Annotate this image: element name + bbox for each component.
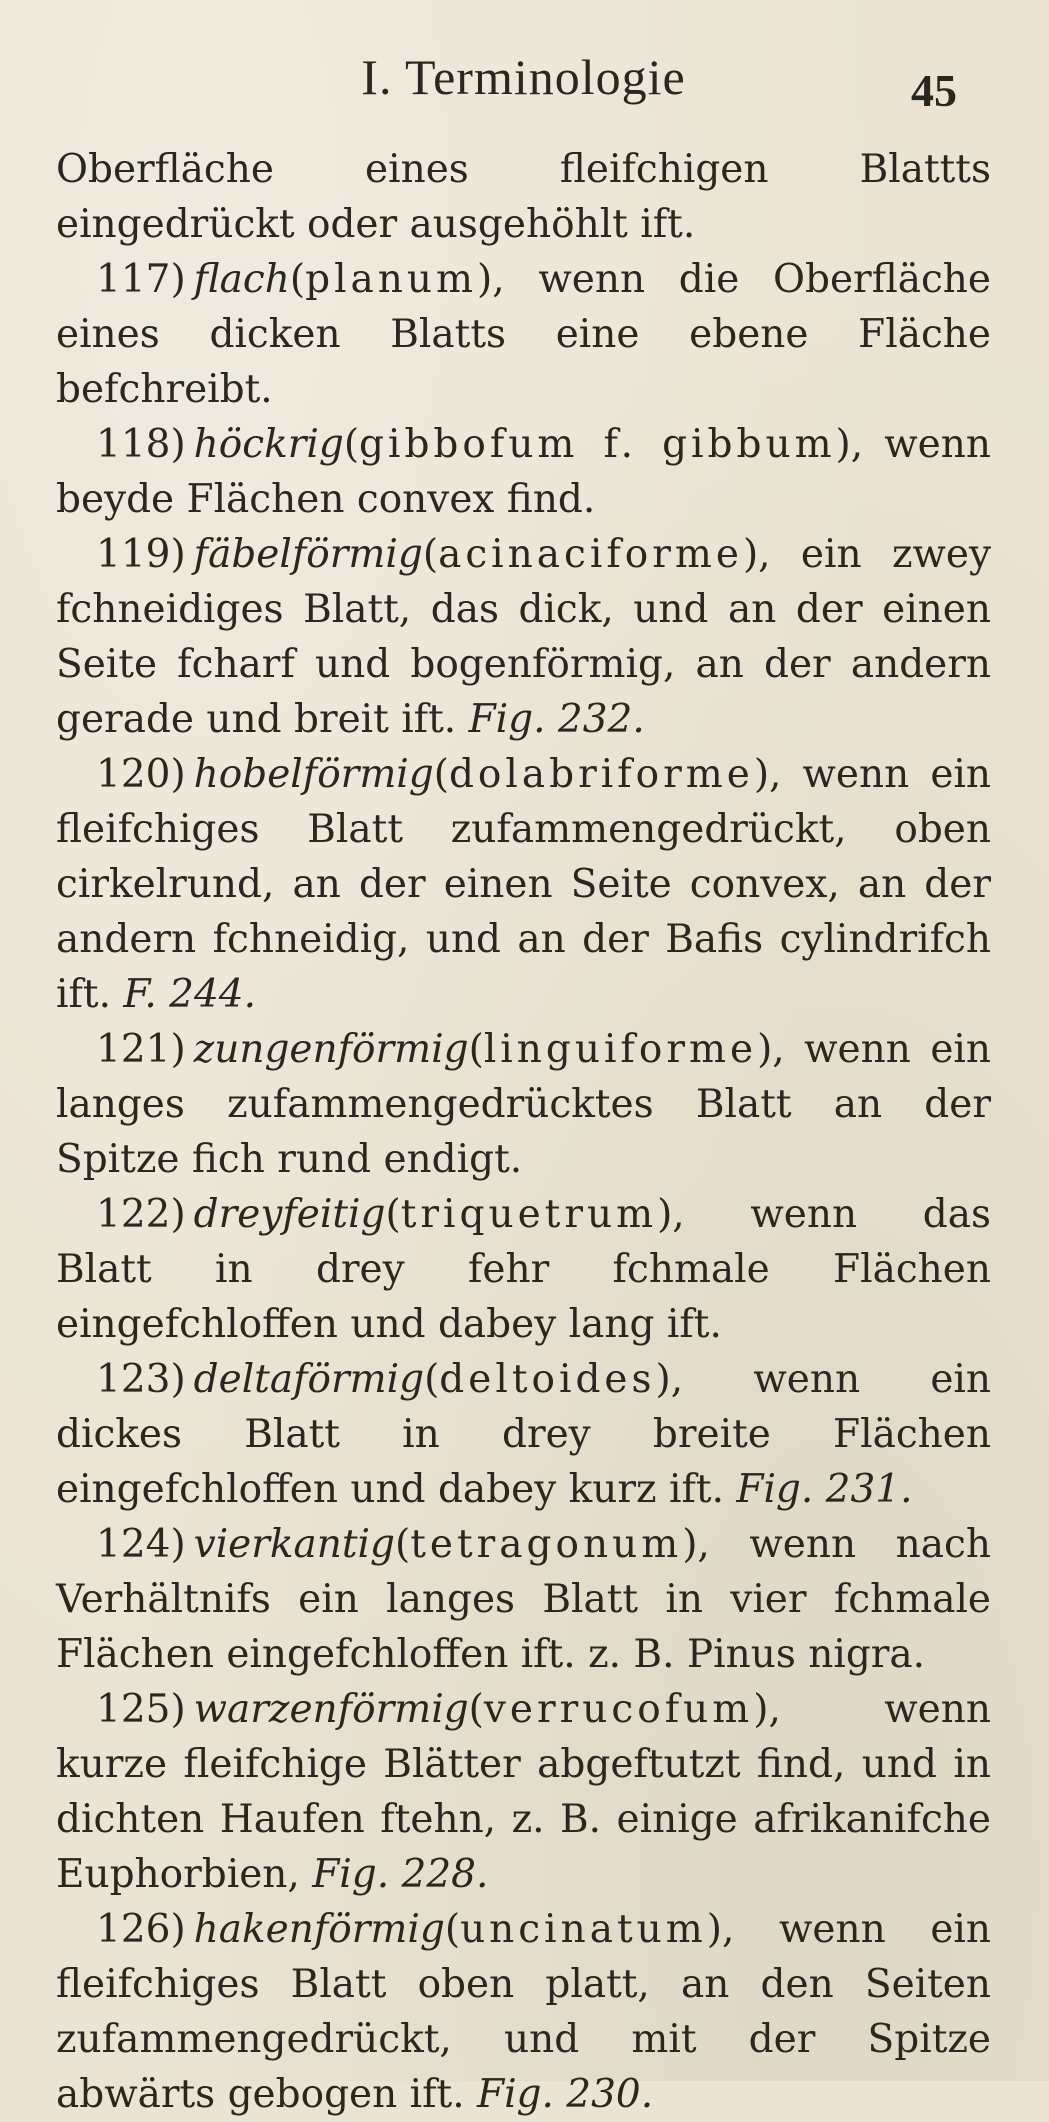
entry-open-paren: ( — [289, 257, 306, 302]
entry-open-paren: ( — [422, 532, 439, 577]
entry-paragraph — [56, 1682, 991, 1902]
entry-number: 122) — [96, 1192, 186, 1237]
entry-number: 118) — [96, 422, 186, 467]
entry-open-paren: ( — [395, 1522, 411, 1567]
entry-close-paren: ), — [706, 1907, 735, 1952]
entry-open-paren: ( — [468, 1027, 484, 1072]
entry-description: wenn ein fleifchiges Blatt zufammengedrückt, oben cirkelrund, an der einen Seite convex, an der andern fchneidig, und an der Bafis cylindrifch ift. — [56, 752, 991, 1017]
entry-term: fäbelförmig — [193, 532, 423, 577]
entry-term: deltaförmig — [193, 1357, 425, 1402]
entry-paragraph — [56, 1517, 991, 1682]
entry-term: zungenförmig — [193, 1027, 469, 1072]
entry-paragraph — [56, 252, 991, 417]
entry-open-paren: ( — [468, 1687, 484, 1732]
page-number: 45 — [911, 65, 957, 116]
entry-figure-reference: Fig. 230. — [477, 2072, 654, 2117]
entry-paragraph — [56, 1352, 991, 1517]
entry-latin-name: planum — [305, 257, 478, 302]
entry-term: flach — [193, 257, 290, 302]
entry-term: warzenförmig — [193, 1687, 469, 1732]
body-text — [56, 142, 991, 2122]
entry-description: wenn beyde Flächen convex find. — [56, 422, 991, 522]
entry-description: wenn das Blatt in drey fehr fchmale Flächen eingefchloffen und dabey lang ift. — [56, 1192, 991, 1347]
entry-number: 126) — [96, 1907, 186, 1952]
entry-term: hobelförmig — [193, 752, 434, 797]
entry-description: wenn ein fleifchiges Blatt oben platt, an den Seiten zufammengedrückt, und mit der Spitze abwärts gebogen ift. — [56, 1907, 991, 2117]
entry-term: hakenförmig — [193, 1907, 445, 1952]
entry-paragraph — [56, 747, 991, 1022]
entry-open-paren: ( — [343, 422, 360, 467]
entry-close-paren: ), — [753, 1687, 781, 1732]
entry-number: 125) — [96, 1687, 186, 1732]
entry-latin-name: linguiforme — [483, 1027, 758, 1072]
entry-description: wenn ein dickes Blatt in drey breite Flächen eingefchloffen und dabey kurz ift. — [56, 1357, 991, 1512]
entry-figure-reference: Fig. 232. — [468, 697, 645, 742]
entry-close-paren: ), — [742, 532, 771, 577]
entry-close-paren: ), — [757, 1027, 785, 1072]
entry-close-paren: ), — [657, 1192, 685, 1237]
entry-number: 117) — [96, 257, 186, 302]
entry-description: wenn ein langes zufammengedrücktes Blatt an der Spitze fich rund endigt. — [56, 1027, 991, 1182]
running-title: I. Terminologie — [361, 49, 686, 105]
entry-open-paren: ( — [433, 752, 449, 797]
entry-latin-name: gibbofum f. gibbum — [359, 422, 836, 467]
page-header — [56, 40, 991, 120]
entry-close-paren: ), — [835, 422, 864, 467]
entry-open-paren: ( — [385, 1192, 401, 1237]
entry-term: höckrig — [193, 422, 344, 467]
entry-description: wenn nach Verhältnifs ein langes Blatt in vier fchmale Flächen eingefchloffen ift. z. B. Pinus nigra. — [56, 1522, 991, 1677]
entry-latin-name: tetragonum — [410, 1522, 683, 1567]
entry-paragraph — [56, 527, 991, 747]
entry-open-paren: ( — [444, 1907, 461, 1952]
entry-paragraph — [56, 1022, 991, 1187]
entry-description: wenn die Oberfläche eines dicken Blatts eine ebene Fläche befchreibt. — [56, 257, 991, 412]
entry-latin-name: dolabriforme — [448, 752, 754, 797]
entry-figure-reference: F. 244. — [123, 972, 257, 1017]
entry-open-paren: ( — [424, 1357, 440, 1402]
entry-number: 120) — [96, 752, 186, 797]
entry-figure-reference: Fig. 228. — [312, 1852, 489, 1897]
entry-latin-name: uncinatum — [460, 1907, 707, 1952]
entry-close-paren: ), — [753, 752, 782, 797]
entry-number: 124) — [96, 1522, 186, 1567]
entry-number: 123) — [96, 1357, 186, 1402]
entry-close-paren: ), — [682, 1522, 710, 1567]
intro-paragraph: Oberfläche eines fleifchigen Blattts eingedrückt oder ausgehöhlt ift. — [56, 147, 991, 247]
entry-latin-name: triquetrum — [400, 1192, 658, 1237]
entry-figure-reference: Fig. 231. — [736, 1467, 913, 1512]
entry-close-paren: ), — [477, 257, 505, 302]
entry-paragraph — [56, 1902, 991, 2122]
entry-list — [56, 252, 991, 2122]
entry-paragraph — [56, 1187, 991, 1352]
entry-number: 119) — [96, 532, 186, 577]
entry-latin-name: deltoides — [439, 1357, 656, 1402]
entry-close-paren: ), — [655, 1357, 684, 1402]
entry-number: 121) — [96, 1027, 186, 1072]
entry-latin-name: acinaciforme — [438, 532, 743, 577]
entry-latin-name: verrucofum — [483, 1687, 754, 1732]
entry-description: wenn kurze fleifchige Blätter abgeftutzt find, und in dichten Haufen ftehn, z. B. einige afrikanifche Euphorbien, — [56, 1687, 991, 1897]
entry-term: dreyfeitig — [193, 1192, 386, 1237]
entry-paragraph — [56, 417, 991, 527]
entry-description: ein zwey fchneidiges Blatt, das dick, und an der einen Seite fcharf und bogenförmig, an der andern gerade und breit ift. — [56, 532, 991, 742]
entry-term: vierkantig — [193, 1522, 395, 1567]
